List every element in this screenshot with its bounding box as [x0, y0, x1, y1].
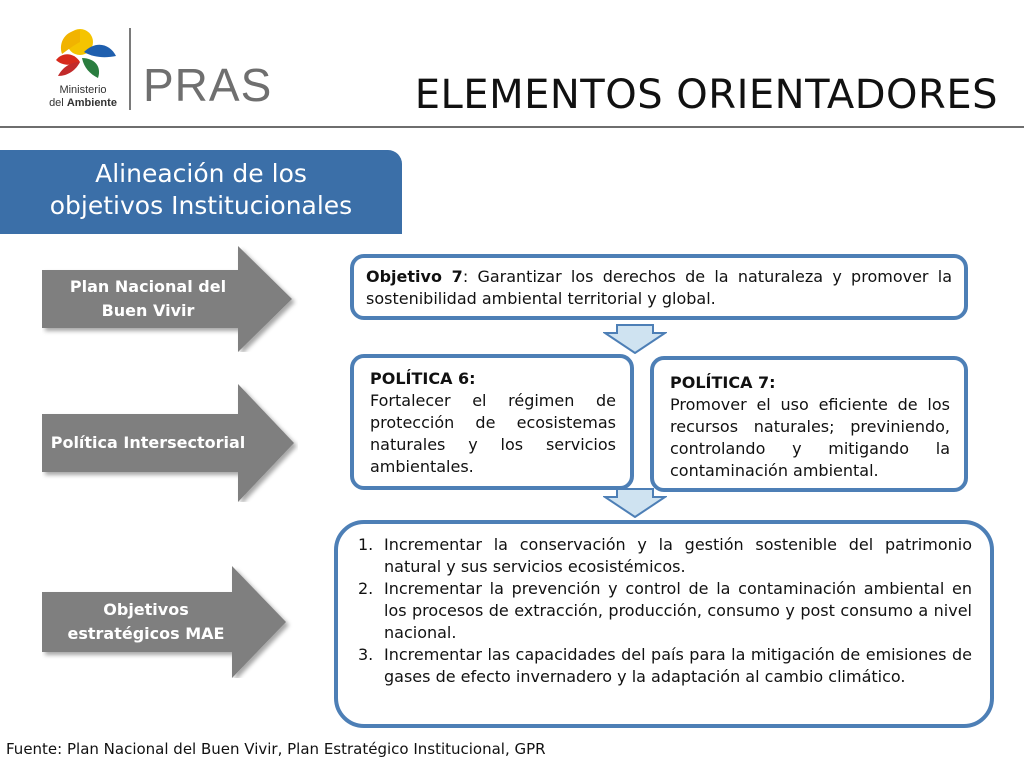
strategic-objectives-box: [334, 520, 994, 728]
list-item: 1. Incrementar la conservación y la gestión sostenible del patrimonio natural y sus servicios ecosistémicos.: [358, 535, 972, 576]
page-title: ELEMENTOS ORIENTADORES: [414, 72, 998, 118]
down-arrow-icon: [603, 488, 667, 518]
source-footer: Fuente: Plan Nacional del Buen Vivir, Plan Estratégico Institucional, GPR: [6, 740, 546, 758]
list-item: 2. Incrementar la prevención y control de la contaminación ambiental en los procesos de extracción, producción, consumo y post consumo a nivel nacional.: [358, 579, 972, 642]
arrow-politica-intersectorial: [42, 384, 298, 502]
strategic-objectives-list: [358, 534, 972, 688]
header-divider: [129, 28, 131, 110]
arrow-label: Plan Nacional del Buen Vivir: [69, 277, 227, 320]
ministry-logo-icon: [44, 22, 124, 84]
arrow-label: Política Intersectorial: [50, 433, 246, 452]
policy-heading: POLÍTICA 7:: [670, 373, 776, 392]
arrow-plan-nacional: [42, 246, 298, 352]
down-arrow-icon: [603, 324, 667, 354]
arrow-label: Objetivos estratégicos MAE: [67, 600, 225, 643]
arrow-objetivos-mae: [42, 566, 298, 678]
objective-box: [350, 254, 968, 320]
header-rule: [0, 126, 1024, 128]
section-banner: [0, 150, 402, 234]
policy-heading: POLÍTICA 6:: [370, 369, 476, 388]
objective-text: Objetivo 7: Garantizar los derechos de la naturaleza y promover la sostenibilidad ambiental territorial y global.: [366, 267, 952, 308]
brand-name: PRAS: [143, 59, 273, 111]
policy-text: Promover el uso eficiente de los recursos naturales; previniendo, controlando y mitigando la contaminación ambiental.: [670, 395, 950, 480]
ministry-name: Ministerio del Ambiente: [49, 84, 117, 109]
banner-line-1: Alineación de los: [95, 159, 307, 188]
policy-box-7: [650, 356, 968, 492]
policy-text: Fortalecer el régimen de protección de ecosistemas naturales y los servicios ambientales.: [370, 391, 616, 476]
banner-line-2: objetivos Institucionales: [49, 191, 353, 220]
list-item: 3. Incrementar las capacidades del país para la mitigación de emisiones de gases de efecto invernadero y la adaptación al cambio climático.: [358, 645, 972, 686]
policy-box-6: [350, 354, 634, 490]
